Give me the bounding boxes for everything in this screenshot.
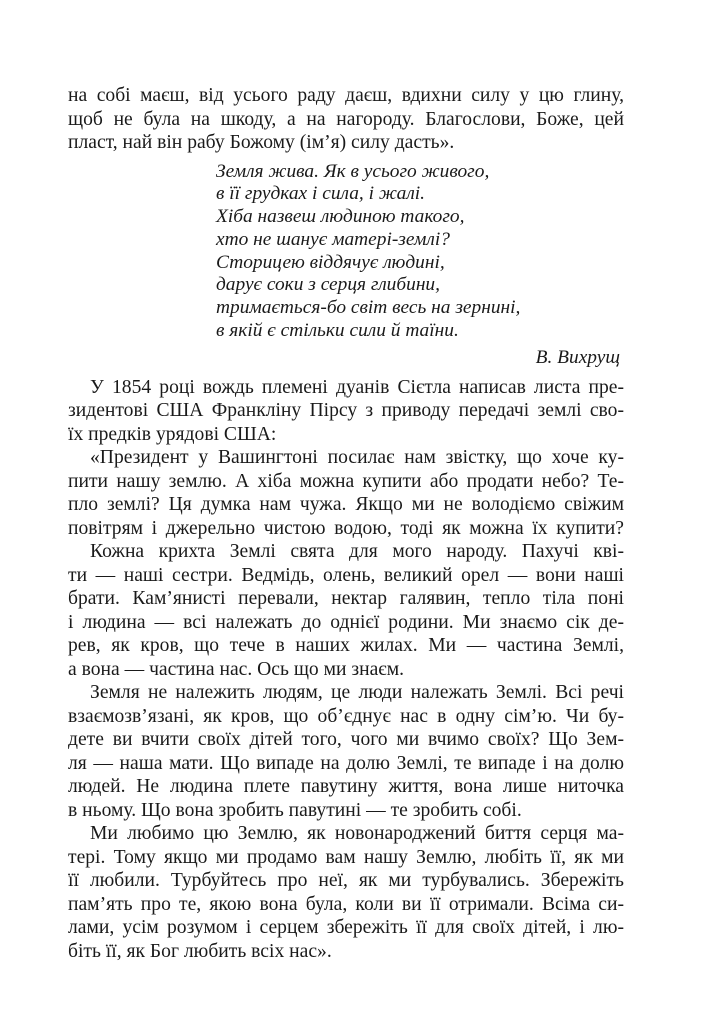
text-line: пам’ять про те, якою вона була, коли ви її отримали. Всіма си-	[68, 893, 624, 915]
paragraph-letter-1	[68, 446, 624, 540]
text-line: лами, усім розумом і серцем збережіть її для своїх дітей, і лю-	[68, 917, 624, 939]
text-line: рев, як кров, що тече в наших жилах. Ми — частина Землі,	[68, 635, 624, 657]
text-line: тері. Тому якщо ми продамо вам нашу Землю, любіть її, як ми	[68, 846, 624, 868]
poem-line: Хіба назвеш людиною такого,	[216, 206, 465, 228]
text-line: Земля не належить людям, це люди належать Землі. Всі речі	[90, 682, 624, 704]
text-line: на собі маєш, від усього раду даєш, вдихни силу у цю глину,	[68, 85, 624, 106]
poem-line: дарує соки з серця глибини,	[216, 274, 440, 296]
text-line: ля — наша мати. Що випаде на долю Землі, те випаде і на долю	[68, 752, 624, 774]
poem-author: В. Вихрущ	[535, 346, 620, 368]
text-line: У 1854 році вождь племені дуанів Сієтла написав листа пре-	[90, 376, 624, 398]
poem-line: Сторицею віддячує людині,	[216, 251, 445, 273]
poem-line: хто не шанує матері-землі?	[216, 228, 450, 250]
poem-stanza	[216, 161, 624, 343]
text-line: і людина — всі належать до однієї родини. Ми знаємо сік де-	[68, 611, 624, 633]
text-line: «Президент у Вашингтоні посилає нам звістку, що хоче ку-	[90, 447, 624, 469]
paragraph-letter-3	[68, 681, 624, 822]
opening-paragraph	[68, 84, 624, 155]
text-line: взаємозв’язані, як кров, що об’єднує нас в одну сім’ю. Чи бу-	[68, 705, 624, 727]
text-line: а вона — частина нас. Ось що ми знаєм.	[68, 658, 405, 680]
text-line: щоб не була на шкоду, а на нагороду. Благослови, Боже, цей	[68, 108, 624, 130]
text-line: брати. Кам’янисті перевали, нектар галявин, тепло тіла поні	[68, 588, 624, 610]
text-line: дете ви вчити своїх дітей того, чого ми вчимо своїх? Що Зем-	[68, 729, 624, 751]
text-line: зидентові США Франкліну Пірсу з приводу передачі землі сво-	[68, 400, 624, 422]
poem-line: Земля жива. Як в усього живого,	[216, 160, 490, 182]
paragraph-intro	[68, 376, 624, 447]
text-line: в ньому. Що вона зробить павутині — те зробить собі.	[68, 799, 522, 821]
text-line: ти — наші сестри. Ведмідь, олень, великий орел — вони наші	[68, 564, 624, 586]
text-line: людей. Не людина плете павутину життя, вона лише ниточка	[68, 776, 624, 798]
text-line: Ми любимо цю Землю, як новонароджений биття серця ма-	[90, 823, 624, 845]
paragraph-letter-4	[68, 822, 624, 963]
text-line: пло землі? Ця думка нам чужа. Якщо ми не володіємо свіжим	[68, 494, 624, 516]
paragraph-letter-2	[68, 540, 624, 681]
text-line: пласт, най він рабу Божому (ім’я) силу дасть».	[68, 132, 455, 153]
text-line: біть її, як Бог любить всіх нас».	[68, 940, 332, 962]
text-line: пити нашу землю. А хіба можна купити або продати небо? Те-	[68, 470, 624, 492]
text-line: Кожна крихта Землі свята для мого народу. Пахучі кві-	[90, 541, 624, 563]
text-line: її любили. Турбуйтесь про неї, як ми турбувались. Збережіть	[68, 870, 624, 892]
poem-line: в її грудках і сила, і жалі.	[216, 183, 426, 205]
text-line: повітрям і джерельно чистою водою, тоді як можна їх купити?	[68, 517, 624, 539]
poem-line: в якій є стільки сили й таїни.	[216, 320, 459, 342]
text-line: їх предків урядові США:	[68, 423, 277, 445]
poem-line: тримається-бо світ весь на зернині,	[216, 297, 521, 319]
document-page	[68, 84, 624, 963]
